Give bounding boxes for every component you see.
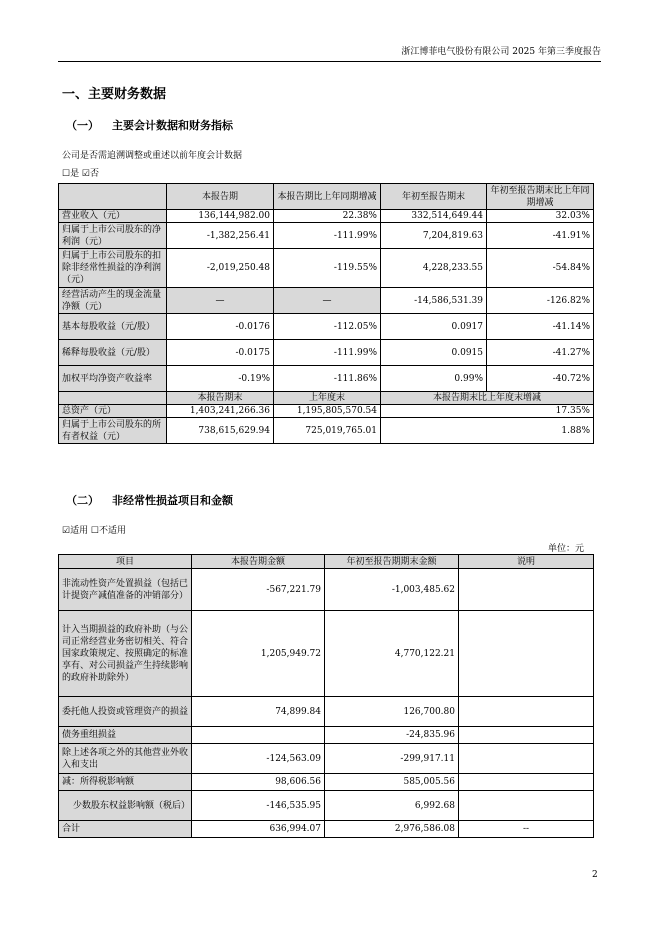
table-row (59, 314, 594, 340)
table-cell: 0.0917 (381, 314, 487, 340)
table-cell: -146,535.95 (192, 791, 325, 821)
table-cell: -119.55% (274, 249, 381, 288)
table-row (59, 340, 594, 366)
table-cell: -40.72% (487, 366, 594, 392)
table-cell: -14,586,531.39 (381, 288, 487, 314)
table-cell: 136,144,982.00 (167, 210, 274, 223)
row-label: 减：所得税影响额 (59, 774, 192, 791)
table-cell: 2,976,586.08 (325, 821, 459, 838)
row-label: 非流动性资产处置损益（包括已计提资产减值准备的冲销部分） (59, 569, 192, 611)
row-label: 加权平均净资产收益率 (59, 366, 167, 392)
table1-subheader-cell: 上年度末 (274, 392, 381, 405)
table-cell: 4,228,233.55 (381, 249, 487, 288)
section-title: 一、主要财务数据 (62, 87, 167, 102)
table2-header-cell: 项目 (59, 555, 192, 569)
row-label: 总资产（元） (59, 405, 167, 418)
header-rule (58, 61, 601, 62)
table-cell (459, 744, 594, 774)
table-row (59, 774, 594, 791)
table-cell: -1,382,256.41 (167, 223, 274, 249)
subsection-2-number: （二） (66, 494, 99, 507)
page-number: 2 (592, 870, 598, 880)
table-cell: -2,019,250.48 (167, 249, 274, 288)
table-cell (459, 727, 594, 744)
table-cell: -112.05% (274, 314, 381, 340)
row-label: 合计 (59, 821, 192, 838)
table-cell: -124,563.09 (192, 744, 325, 774)
table-row (59, 611, 594, 697)
table-cell: 738,615,629.94 (167, 418, 274, 444)
row-label: 经营活动产生的现金流量净额（元） (59, 288, 167, 314)
table-row (59, 210, 594, 223)
table2-header-cell: 说明 (459, 555, 594, 569)
table1-subheader-cell: 本报告期末 (167, 392, 274, 405)
table1-header-cell: 本报告期比上年同期增减 (274, 184, 381, 210)
table1-header-row (59, 184, 594, 210)
table-cell: 0.99% (381, 366, 487, 392)
table-row-total (59, 821, 594, 838)
subsection-2-title (66, 492, 233, 508)
table-cell: -41.14% (487, 314, 594, 340)
table-cell: 126,700.80 (325, 697, 459, 727)
table1-header-cell: 年初至报告期末比上年同期增减 (487, 184, 594, 210)
table-row (59, 418, 594, 444)
table-cell: 17.35% (381, 405, 594, 418)
table-cell: -111.86% (274, 366, 381, 392)
row-label: 归属于上市公司股东的扣除非经常性损益的净利润（元） (59, 249, 167, 288)
subsection-1-number: （一） (66, 119, 99, 132)
subsection-1-text: 主要会计数据和财务指标 (112, 119, 233, 132)
retro-options: ☐是 ☑否 (62, 169, 99, 179)
table-cell: -24,835.96 (325, 727, 459, 744)
table-cell: 1,403,241,266.36 (167, 405, 274, 418)
table-cell: -111.99% (274, 223, 381, 249)
table-cell (459, 774, 594, 791)
row-label: 少数股东权益影响额（税后） (59, 791, 192, 821)
table1-header-cell: 年初至报告期末 (381, 184, 487, 210)
table-cell: 0.0915 (381, 340, 487, 366)
table-cell: 4,770,122.21 (325, 611, 459, 697)
table-cell: 636,994.07 (192, 821, 325, 838)
table-row (59, 697, 594, 727)
table1-subheader-cell: 本报告期末比上年度末增减 (381, 392, 594, 405)
table-cell: 585,005.56 (325, 774, 459, 791)
table-cell (459, 569, 594, 611)
row-label: 营业收入（元） (59, 210, 167, 223)
table-cell: — (274, 288, 381, 314)
table-cell: -299,917.11 (325, 744, 459, 774)
table-cell: -567,221.79 (192, 569, 325, 611)
page-header: 浙江博菲电气股份有限公司 2025 年第三季度报告 (401, 47, 601, 57)
table-cell: -41.91% (487, 223, 594, 249)
table-cell: 32.03% (487, 210, 594, 223)
table-cell: -54.84% (487, 249, 594, 288)
table1-subheader-cell (59, 392, 167, 405)
row-label: 稀释每股收益（元/股） (59, 340, 167, 366)
table-cell (459, 791, 594, 821)
table2-header-row (59, 555, 594, 569)
table-row (59, 288, 594, 314)
table-cell: -0.19% (167, 366, 274, 392)
row-label: 委托他人投资或管理资产的损益 (59, 697, 192, 727)
table-cell: 98,606.56 (192, 774, 325, 791)
table1-header-cell (59, 184, 167, 210)
table-cell: -126.82% (487, 288, 594, 314)
row-label: 归属于上市公司股东的净利润（元） (59, 223, 167, 249)
table-cell (459, 611, 594, 697)
table2-header-cell: 年初至报告期期末金额 (325, 555, 459, 569)
table-row (59, 249, 594, 288)
row-label: 计入当期损益的政府补助（与公司正常经营业务密切相关、符合国家政策规定、按照确定的标准享有、对公司损益产生持续影响的政府补助除外） (59, 611, 192, 697)
table-row (59, 727, 594, 744)
table1-subheader-row (59, 392, 594, 405)
row-label: 基本每股收益（元/股） (59, 314, 167, 340)
table-cell: 1.88% (381, 418, 594, 444)
table-row (59, 744, 594, 774)
row-label: 债务重组损益 (59, 727, 192, 744)
table-cell: — (167, 288, 274, 314)
table-cell: 1,205,949.72 (192, 611, 325, 697)
table-cell: -- (459, 821, 594, 838)
table-cell: -0.0175 (167, 340, 274, 366)
table-cell: 6,992.68 (325, 791, 459, 821)
unit-label: 单位：元 (548, 544, 585, 554)
table-cell: 725,019,765.01 (274, 418, 381, 444)
table-cell (192, 727, 325, 744)
table1-header-cell: 本报告期 (167, 184, 274, 210)
subsection-2-text: 非经常性损益项目和金额 (112, 494, 233, 507)
table-cell: 22.38% (274, 210, 381, 223)
table-cell: -111.99% (274, 340, 381, 366)
table-cell: 74,899.84 (192, 697, 325, 727)
table-cell: 332,514,649.44 (381, 210, 487, 223)
table-row (59, 791, 594, 821)
table-row (59, 569, 594, 611)
row-label: 除上述各项之外的其他营业外收入和支出 (59, 744, 192, 774)
table-row (59, 223, 594, 249)
key-financial-table (58, 183, 594, 444)
non-recurring-table (58, 554, 594, 838)
table-cell: -0.0176 (167, 314, 274, 340)
table-cell: 1,195,805,570.54 (274, 405, 381, 418)
table-row (59, 405, 594, 418)
table-cell (459, 697, 594, 727)
applicable-options: ☑适用 ☐不适用 (62, 526, 126, 536)
table-cell: -41.27% (487, 340, 594, 366)
subsection-1-title (66, 117, 233, 133)
table-cell: 7,204,819.63 (381, 223, 487, 249)
retro-question: 公司是否需追溯调整或重述以前年度会计数据 (62, 151, 243, 161)
table-cell: -1,003,485.62 (325, 569, 459, 611)
table-row (59, 366, 594, 392)
row-label: 归属于上市公司股东的所有者权益（元） (59, 418, 167, 444)
table2-header-cell: 本报告期金额 (192, 555, 325, 569)
